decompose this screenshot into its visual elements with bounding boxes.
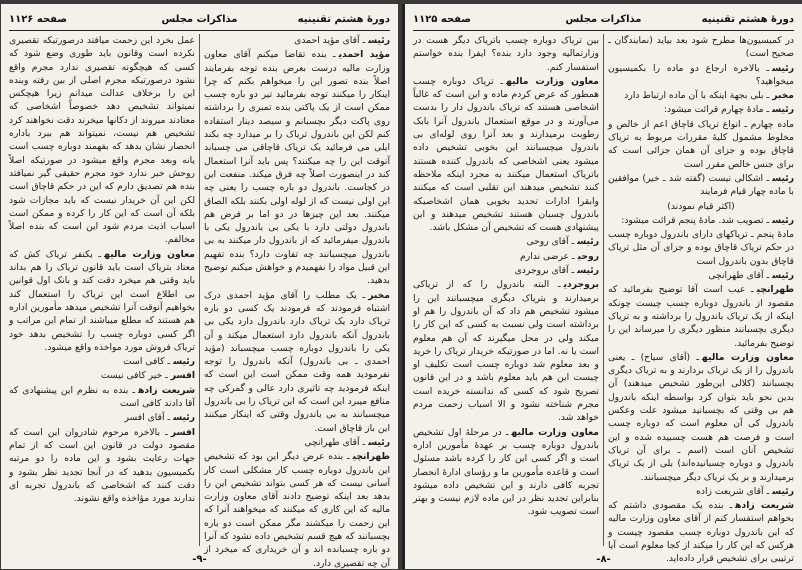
speech-paragraph	[9, 369, 195, 382]
speech-paragraph	[413, 278, 599, 424]
speaker-name: معاون وزارت مالیه	[702, 351, 794, 363]
text-paragraph	[608, 34, 794, 61]
speech-paragraph	[413, 426, 599, 519]
speaker-name: مخبر	[772, 90, 794, 102]
page-header	[9, 12, 390, 31]
paragraph-text: ـ عیب است آقا توضیح بفرمائید که مقصود از باندرول دوباره چسب چیست چونکه اینکه از یک تریاک باندرول را برداشته و به تریاک دیگری بچسبانند منظور دیگری را میرساند این را توضیح بفرمائید.	[608, 284, 794, 349]
paragraph-text: ـ آقای بروجردی	[514, 265, 575, 277]
column-divider	[603, 34, 604, 546]
header-title: مذاکرات مجلس	[161, 14, 238, 25]
speaker-name: روحی	[577, 250, 599, 262]
text-column-left	[413, 34, 599, 544]
paragraph-text: ـ بنده تقاضا میکنم آقای معاون وزارت مالیه درست بعرض بنده توجه بفرمایند اصلاً بنده تصور این را میخواهم بکنم که چرا اینکار را میکنند توجه بفرمائید تیر دو باره چسب ممکن است از یک پاکتی بنده تمبری را برداشته روی پاکت دیگر بچسبانم و سیصد دینار استفاده کنم لکن این باندرول تریاک را بر میدارد چه بکند ایلی می فرمائید یک تریاک قاچاقی می چسباند آنوقت این را چه میکنند؟ پس باید آنرا استعمال کند در اینصورت اصلاً چه فرق میکند. منفعت این در کجاست. باندرول دو باره چسب را یعنی چه این اولی نیست که از لوله اولی بکنند بلکه الصاق میکنند. بعد این چیزها در دو اما بر فرض هم باندرول دولتی دارد با یکی بی باندرول یکی با باندرول میفرمائید که از باندرول دار میکنند به بی باندرول میچسبانند چه تفاوت دارد؟ بنده تفهیم این قبیل مواد را نفهمیدم و خواهش میکنم توضیح بدهید.	[204, 49, 390, 287]
speaker-name: رئیس	[173, 356, 195, 368]
speech-paragraph	[608, 172, 794, 199]
header-title: مذاکرات مجلس	[565, 14, 642, 25]
text-paragraph	[9, 34, 195, 247]
paragraph-text: ـ بنده عرض دیگر این بود که تشخیص این باندرول دوباره چسب کار مشکلی است کار آسانی نیست که هر کسی بتواند تشخیص این را بدهد بعد اینکه توضیح دادند آقای معاون وزارت مالیه که این کاری که میکنند که میخواهند آنرا که این زحمت را میکشند مگر ممکن است دو باره بچسبانند که هیچ قسم تشخیص داده نشود که آنرا دو باره چسبانده اند و آن خریداری که میخرد از آن چه تقصیری دارد.	[204, 451, 390, 569]
page-left	[1, 4, 398, 569]
speech-paragraph	[608, 214, 794, 227]
speaker-name: طهرانچی	[756, 284, 794, 296]
speech-paragraph	[608, 485, 794, 498]
text-column-right	[204, 34, 391, 569]
speech-paragraph	[204, 34, 390, 47]
paragraph-text: ـ آقای شریعت زاده	[696, 485, 770, 497]
paragraph-text: (اکثر قیام نمودند)	[667, 200, 735, 212]
speech-paragraph	[413, 235, 599, 248]
speaker-name: شریعت زاده	[138, 384, 195, 396]
speech-paragraph	[9, 355, 195, 368]
speaker-name: معاون وزارت مالیه	[506, 75, 599, 87]
paragraph-text: ـ آقای روحی	[526, 236, 575, 248]
text-paragraph	[608, 200, 794, 213]
paragraph-text: ـ البته باندرول را که از تریاکی برمیدارند و بتریاک دیگری میچسبانند این را میشود تشخیص هم داد که آن باندرول را هم او برداشته است ولی نسبت به کسی که این کار را میکند ولی در محل میگیرند که آن هم معلوم است یا نه. اما در صورتیکه خریدار تریاک را خرید و بعد معلوم شد دوباره چسب است تکلیف او چیست این هم باید معلوم باشد و در این قانون تصریح شود که کسی که ندانسته خریده است مجرم شناخته نشود و الا اسباب زحمت مردم خواهد شد.	[413, 279, 599, 424]
paragraph-text: ـ مادهٔ چهارم قرائت میشود:	[663, 104, 770, 116]
paragraph-text: در کمیسیون‌ها مطرح شود بعد بیاید (نمایندگان ـ صحیح است)	[608, 35, 794, 60]
page-number: صفحه ۱۱۲۶	[9, 14, 68, 25]
speaker-name: طهرانچی	[352, 451, 390, 463]
column-divider	[199, 34, 200, 546]
paragraph-text: ـ بنده یک مقصودی داشتم که بخواهم استفسار کنم از آقای معاون وزارت مالیه که این باندرول دوباره چسب مقصود چیست و هرکس که این کار را میکند از کجا معلوم است آیا ترتیبی برای تشخیص قرار داده‌اید.	[608, 500, 794, 565]
speaker-name: معاون وزارت مالیه	[511, 426, 599, 438]
text-paragraph	[413, 34, 599, 74]
speaker-name: مؤید احمدی	[338, 49, 391, 61]
speech-paragraph	[608, 351, 794, 484]
speech-paragraph	[413, 264, 599, 277]
speech-paragraph	[9, 248, 195, 354]
speaker-name: رئیس	[772, 172, 794, 184]
speaker-name: مخبر	[368, 289, 390, 301]
paragraph-text: ـ بلی بجهة اینکه با آن ماده ارتباط دارد	[624, 90, 770, 102]
speech-paragraph	[608, 62, 794, 89]
speech-paragraph	[204, 289, 390, 435]
paragraph-text: ـ خیر کافی نیست	[101, 370, 168, 382]
paragraph-text: ماده چهارم ـ انواع تریاک قاچاق اعم از خالص و مخلوط مشمول کلیهٔ مقررات مربوط به تریاک قاچاق بوده و جزای آن همان جزائی است که برای جنس خالص مقرر است	[608, 118, 794, 170]
page-number: صفحه ۱۱۲۵	[413, 14, 472, 25]
paragraph-text: ـ (آقای سیاح) ـ یعنی باندرول را از یک تریاک بردارند و به تریاک دیگری بچسبانند (کلالی این‌طور تشخیص میدهند) آن بدین نحو باید بتوان کرد بواسطه اینکه باندرول هم بی وقتی که بچسبانید میشود علت وعکس باندرول کی آن معلوم است که دوباره چسب است و فرصت هم هست چسبیده شده و این تشخیص آنان است (اسم ـ برای آن تریاک باندرول و دوباره چسبانیده‌اند) بلی از یک تریاک برمیدارند و بر یک تریاک دیگر میچسبانند.	[608, 351, 794, 483]
paragraph-text: ـ بالاخره ارجاع دو ماده را بکمیسیون میخواهید؟	[608, 62, 794, 87]
paragraph-text: مادهٔ پنجم ـ تریاکهای دارای باندرول دوباره چسب در حکم تریاک قاچاق بوده و جزای آن مثل تریاک قاچاق بدون باندرول است	[608, 229, 794, 267]
paragraph-text: بین تریاک دوباره چسب باتریاک دیگر هست در وزارتمالیه وجود دارد بنده؟ ایفرا بنده خواستم استفسار کنم.	[413, 35, 599, 73]
speech-paragraph	[9, 411, 195, 424]
text-paragraph	[608, 118, 794, 171]
paragraph-text: ـ اشکالی نیست (گفته شد ـ خیر) موافقین با ماده چهار قیام فرمایند	[608, 172, 794, 198]
speaker-name: افسر	[170, 370, 195, 382]
speech-paragraph	[204, 436, 390, 449]
speech-paragraph	[608, 283, 794, 349]
period-label: دورهٔ هشتم تقنینیه	[297, 14, 390, 25]
paragraph-text: ـ آقای افسر	[124, 412, 171, 424]
paragraph-text: ـ در مرحلهٔ اول تشخیص باندرول دوباره چسب بر عهدهٔ مأمورین اداره است و اگر کسی این کار را کرده باشد مسئول است و قاعده مأمورین ما و رؤسای ادارهٔ انحصار تجربه کافی دارند و این تشخیص داده میشود بنابراین تجدید نظر در این ماده لازم نیست و بهتر است تصویب شود.	[413, 426, 599, 518]
speech-paragraph	[9, 384, 195, 411]
speaker-name: شریعت زاده	[735, 500, 794, 512]
paragraph-text: ـ تصویب شد. مادهٔ پنجم قرائت میشود:	[621, 214, 770, 226]
page-header	[413, 12, 794, 31]
speech-paragraph	[608, 103, 794, 116]
paragraph-text: ـ آقای مؤید احمدی	[294, 35, 366, 46]
text-paragraph	[608, 228, 794, 268]
text-column-right	[608, 34, 794, 565]
text-column-left	[9, 34, 195, 544]
paragraph-text: ـ بنده به نظرم این پیشنهادی که آقا دادند کافی است	[9, 384, 195, 410]
speech-paragraph	[204, 48, 390, 287]
speech-paragraph	[608, 269, 794, 282]
speaker-name: افسر	[170, 426, 195, 438]
speech-paragraph	[204, 450, 390, 570]
speech-paragraph	[9, 426, 195, 506]
paragraph-text: عمل بخرد این زحمت میافتد درصورتیکه تقصیری نکرده است وقانون باید طوری وضع شود که کسی که هیچگونه تقصیری ندارد مجرم واقع نشود درصورتیکه مجرم اصلی از بین رفته وبنده این را برخلاف عدالت میدانم زیرا هیچکس نمیتواند تشخیص دهد خصوصاً اشخاصی که معتادند میروند از دکانها میخرند دقت نخواهند کرد تشخیص هم نیست، نمیتواند هم ببرد باداره انحصار نشان بدهد که بفهمند دوباره چسب است یانه وبعد مجرم واقع میشود در صورتیکه اصلاً روحش خبر ندارد خود مجرم حقیقی گیر نمیافتد بنده هم تصدیق دارم که این در حکم قاچاق است لکن این آن خریدار نیست که باید مجازات شود بلکه آن است که این کار را کرده و ممکن است اسباب اذیت مردم شود این است که بنده اصلاً مخالفم.	[9, 35, 195, 246]
speech-paragraph	[608, 89, 794, 102]
speaker-name: رئیس	[772, 62, 794, 74]
speaker-name: رئیس	[577, 265, 599, 277]
speaker-name: رئیس	[772, 104, 794, 116]
paragraph-text: ـ عرضی ندارم	[520, 250, 575, 262]
speaker-name: رئیس	[368, 35, 390, 46]
page-footer-number: -۹-	[192, 554, 207, 565]
paragraph-text: ـ آقای طهرانچی	[708, 270, 770, 282]
paragraph-text: ـ یکنفر تریاک کش که معتاد بتریاک است باید قانون تریاک را هم بداند باید وقتی هم میخرد دقت کند و بانک اول قوانین بی اطلاع است این تریاک را استعمال کند بخواهیم آنوقت آنرا تشخیص میدهد مأمورین اداره هم هستند که مطلع میباشند از تمام این مراتب و اگر کسی دوباره چسب را تشخیص بدهد خود تریاک فروش مورد مواخذه واقع میشود.	[9, 248, 195, 353]
period-label: دورهٔ هشتم تقنینیه	[701, 14, 794, 25]
paragraph-text: ـ بالاخره مرحوم شادروان این است که مقصود دولت در قانون این است که از تمام جهات رعایت بشود و این ماده را دو مرتبه بکمیسیون بدهید که در آنجا تجدید نظر بشود و دقت کنند که اشخاصی که باندرول تجربه ای ندارند مورد مؤاخذه واقع نشوند.	[9, 426, 195, 505]
speaker-name: رئیس	[772, 270, 794, 282]
speaker-name: رئیس	[772, 485, 794, 497]
speaker-name: معاون وزارت مالیه	[104, 248, 195, 260]
speaker-name: رئیس	[173, 412, 195, 424]
paragraph-text: ـ تریاک دوباره چسب همطور که عرض کردم ماده و این است که غالباً اشخاصی هستند که تریاک باندرول دار را بدست می‌آورند و در موقع استعمال باندرول آنرا بابک رطوبت برمیدارند و بعد آنرا روی لوله‌ای بی باندرول میچسبانند این بخوبی تشخیص داده میشود یعنی اشخاصی که باندرول کننده هستند باتریاک استعمال میکنند به مجرد اینکه ملاحظه کنند تشخیص میدهند این تقلبی است که میکنند وابقرا ادارات تحدید بخوبی همان اشخاصیکه باندرول چسبان هستند تشخیص میدهند و این پیشنهادی هست که تشخیص آن مشکل باشد.	[413, 75, 599, 234]
speech-paragraph	[413, 75, 599, 235]
page-footer-number: -۸-	[596, 554, 611, 565]
speaker-name: بروجردی	[563, 279, 599, 291]
speaker-name: رئیس	[368, 436, 390, 448]
paragraph-text: ـ یک مطلب را آقای مؤید احمدی درک اشتباه فرمودند که فرمودند یک کسی دو باره تریاک دارد یک تریاک دارد باندرول دارد یکی بی باندرول آنکه باندرول دارد استعمال میکند و آن یکی را باندرول دوباره چسب میچسباند (مؤید احمدی ـ بی باندرول) آنکه باندرول را توجه نفرمودید همه وقت ممکن است این است که اینکه فرمودید چه تاثیری دارد عالی و گمرکی چه منافع میبرد این است که این تریاک را بی باندرول میچسبانند به بی باندرول وقتی که اینکار میکنند این باز قاچاق است.	[204, 289, 390, 434]
speaker-name: رئیس	[577, 236, 599, 248]
speech-paragraph	[413, 250, 599, 263]
paragraph-text: ـ آقای طهرانچی	[304, 436, 366, 448]
page-right	[402, 4, 802, 569]
paragraph-text: ـ کافی است	[123, 356, 171, 368]
speaker-name: رئیس	[772, 214, 794, 226]
